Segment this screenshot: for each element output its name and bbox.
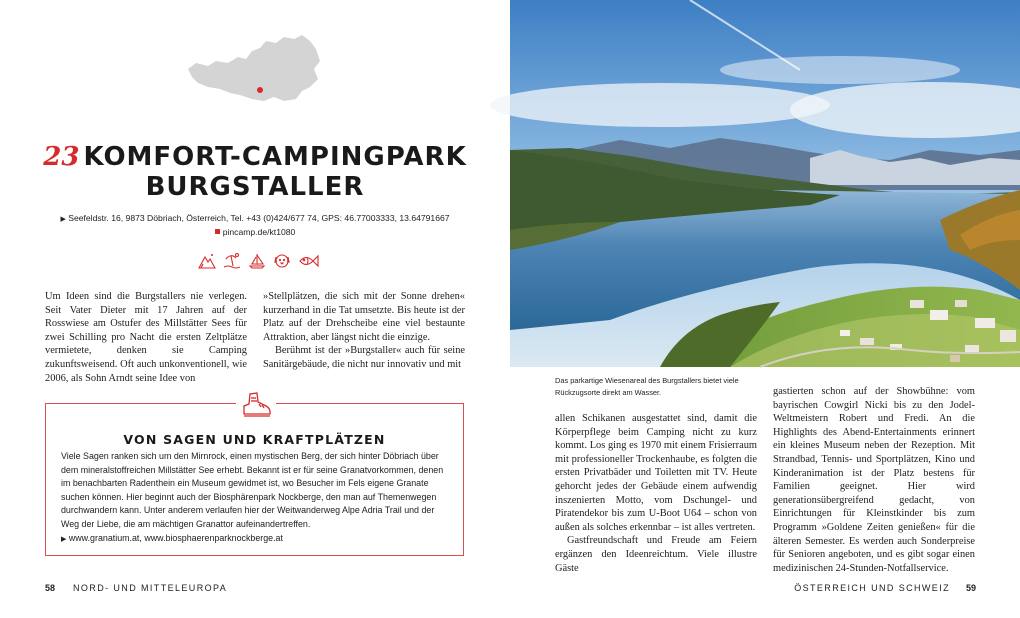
website-link[interactable]: pincamp.de/kt1080: [222, 227, 296, 237]
hiking-shoe-icon: [236, 390, 276, 420]
page-number-left: 58: [45, 583, 56, 593]
photo-caption: Das parkartige Wiesenareal des Burgstallers bietet viele Rückzugsorte direkt am Wasser.: [555, 376, 739, 397]
austria-map: [186, 33, 324, 105]
box-heading: VON SAGEN UND KRAFTPLÄTZEN: [123, 432, 386, 447]
paragraph: gastierten schon auf der Showbühne: vom bayrischen Cowgirl Nicki bis zu den Jodel-Weltmeistern Robert und Fredi. An die Highlights des Abend-Entertainments erinnert ein kleines Museum neben der Rezeption. Mit Strandbad, Tennis- und Sportplätzen, Kino und Kinderanimation ist der Platz bestens für Familien geeignet. Hier wird generationsübergreifend gedacht, von Einrichtungen für Kleinstkinder bis zum Programm »Goldene Zeiten genießen« für die älteren Semester. Es werden auch Sonderpreise für Senioren angeboten, und es gibt sogar einen medizinischen 24-Stunden-Notfallservice.: [773, 386, 975, 574]
page-title: [30, 142, 480, 202]
sailboat-icon: [248, 252, 266, 272]
feature-icons: [198, 252, 316, 272]
section-label-right: ÖSTERREICH UND SCHWEIZ: [794, 583, 950, 593]
location-marker: [257, 87, 263, 93]
box-text: Viele Sagen ranken sich um den Mirnrock, einen mystischen Berg, der sich hinter Döbriach über dem mineralstoffreichen Millstätter See erhebt. Bekannt ist er für seine Granatvorkommen, denen im benachbarten Radenthein ein Museum gewidmet ist, wo Besucher im Fels eigene Granate suchen können. Hier beginnt auch der Biosphärenpark Nockberge, den man auf Themenwegen durchwandern kann. Unter anderem verlaufen hier der Weitwanderweg Alpe Adria Trail und der Weg der Liebe, die am mächtigen Granattor aufeinandertreffen.: [61, 451, 444, 529]
title-line-1: KOMFORT-CAMPINGPARK: [83, 142, 467, 172]
info-box: [45, 403, 464, 556]
left-column-2: [263, 290, 465, 374]
paragraph: »Stellplätzen, die sich mit der Sonne drehen« kurzerhand in die Tat umsetzte. Bis heute ist der Platz auf der Drehscheibe eine viel bestaunte Attraktion, aber längst nicht die einzige.: [263, 291, 465, 343]
square-bullet-icon: [215, 229, 220, 234]
page-number-right: 59: [965, 583, 976, 593]
dog-icon: [273, 252, 291, 272]
entry-number: 23: [43, 142, 80, 172]
bullet-arrow-icon: ▶: [60, 216, 66, 223]
bullet-arrow-icon: ▶: [61, 536, 67, 543]
left-column-1: [45, 290, 247, 384]
right-column-2: [773, 385, 975, 574]
paragraph: Um Ideen sind die Burgstallers nie verlegen. Seit Vater Dieter mit 17 Jahren auf der Rosswiese am Ostufer des Millstätter Sees für zwei Schilling pro Nacht die ersten Zeltplätze vermietete, denken sie Camping zukunftsweisend. Oft auch unkonventionell, wie 2006, als Sohn Arndt seine Idee von: [45, 291, 247, 384]
lake-photo: [510, 0, 1020, 367]
box-link-text[interactable]: www.granatium.at, www.biosphaerenparknockberge.at: [68, 533, 283, 543]
right-column-1: [555, 412, 757, 574]
paragraph: Berühmt ist der »Burgstaller« auch für seine Sanitärgebäude, die nicht nur innovativ und mit: [263, 345, 465, 370]
mountain-icon: [198, 252, 216, 272]
fish-icon: [298, 252, 320, 272]
paragraph: allen Schikanen ausgestattet sind, damit die Körperpflege beim Camping nicht zu kurz kommt. Los ging es 1970 mit einem Frisierraum mit professioneller Trockenhaube, es folgten die ersten Privatbäder und Toiletten mit TV. Heute gehorcht jedes der Gebäude einem aufwendig inszenierten Motto, vom Dschungel- und Piratendekor bis zum U-Boot U64 – schon von außen als solches erkennbar – ist alles vertreten.: [555, 413, 757, 533]
address-line: [30, 212, 480, 226]
title-line-2: BURGSTALLER: [145, 172, 365, 202]
paragraph: Gastfreundschaft und Freude am Feiern ergänzen den Ideenreichtum. Viele illustre Gäste: [555, 535, 757, 574]
box-links: [61, 532, 451, 546]
website-line: [30, 226, 480, 238]
address-text: Seefeldstr. 16, 9873 Döbriach, Österreich, Tel. +43 (0)424/677 74, GPS: 46.77003333, 13.64791667: [68, 213, 450, 223]
section-label-left: NORD- UND MITTELEUROPA: [73, 583, 228, 593]
beach-icon: [223, 252, 241, 272]
